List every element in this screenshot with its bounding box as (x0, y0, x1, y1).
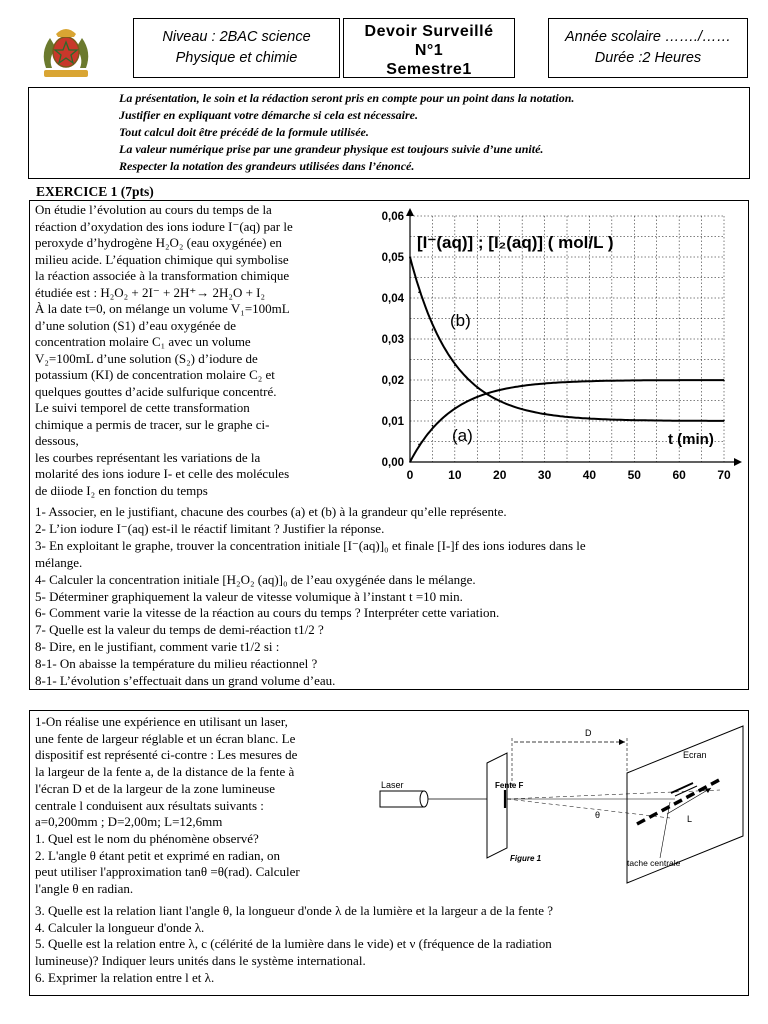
intro-line: concentration molaire C₁ avec un volume (35, 334, 251, 349)
exercise1-intro (35, 202, 375, 499)
point-b (454, 364, 456, 366)
point-a (633, 380, 635, 382)
exercise1-questions (35, 504, 745, 690)
y-tick-label: 0,01 (381, 416, 404, 428)
instruction-item: Respecter la notation des grandeurs utilisées dans l’énoncé. (119, 159, 415, 173)
header-level-box (133, 18, 340, 78)
slit-label: Fente F (495, 781, 524, 790)
intro-line: de diiode I₂ en fonction du temps (35, 482, 208, 498)
point-b (544, 412, 546, 414)
point-a (418, 444, 420, 446)
instruction-item: La présentation, le soin et la rédaction seront pris en compte pour un point dans la notation. (119, 91, 575, 105)
question-item: 6- Comment varie la vitesse de la réaction au cours du temps ? Interpréter cette variation. (35, 605, 500, 621)
instruction-item: La valeur numérique prise par une grandeur physique est toujours suivie d’une unité. (119, 142, 544, 156)
point-a (432, 425, 434, 427)
question-item: 8-1- L’évolution s’effectuait dans un grand volume d’eau. (35, 673, 336, 689)
question-item: 2- L’ion iodure I⁻(aq) est-il le réactif limitant ? Justifier la réponse. (35, 520, 385, 536)
point-b (633, 419, 635, 421)
x-tick-label: 30 (537, 468, 552, 482)
ex2-line: dispositif est représenté ci-contre : Les mesures de (35, 747, 298, 763)
point-b (418, 291, 420, 293)
ex2-line: 1-On réalise une expérience en utilisant un laser, (35, 714, 288, 729)
instructions-box (28, 87, 750, 179)
intro-line: dessous, (35, 433, 79, 448)
y-tick-label: 0,02 (381, 375, 404, 387)
chart-svg (362, 204, 746, 504)
ex2-question: 4. Calculer la longueur d'onde λ. (35, 919, 205, 935)
question-item: 1- Associer, en le justifiant, chacune des courbes (a) et (b) à la grandeur qu’elle représente. (35, 504, 507, 519)
header-year-box (548, 18, 748, 78)
point-a (589, 381, 591, 383)
ex2-question: 3. Quelle est la relation liant l'angle θ, la longueur d'onde λ de la lumière et la largeur a de la fente ? (35, 903, 553, 918)
ex2-line: 1. Quel est le nom du phénomène observé? (35, 830, 259, 846)
point-a (678, 380, 680, 382)
point-b (678, 419, 680, 421)
point-a (476, 396, 478, 398)
y-tick-label: 0,04 (381, 293, 404, 305)
x-tick-label: 10 (448, 468, 462, 482)
ex2-line: l'angle θ en radian. (35, 881, 134, 897)
curve-label-a: (a) (452, 426, 473, 445)
intro-line: peroxyde d’hydrogène H₂O₂ (eau oxygénée) en (35, 235, 282, 250)
concentration-chart (362, 204, 746, 504)
question-item: 8-1- On abaisse la température du milieu réactionnel ? (35, 656, 318, 672)
width-l-label: L (687, 814, 693, 824)
exercise2-questions (35, 903, 745, 987)
laser-label: Laser (381, 780, 404, 790)
x-axis-label: t (min) (668, 431, 714, 448)
point-a (409, 461, 411, 463)
ex2-question: 6. Exprimer la relation entre l et λ. (35, 969, 215, 985)
laser-icon (380, 791, 428, 807)
point-b (723, 420, 725, 422)
point-b (432, 329, 434, 331)
x-axis-arrow (734, 458, 742, 466)
x-tick-label: 60 (672, 468, 686, 482)
y-tick-label: 0,05 (381, 252, 404, 264)
point-a (544, 383, 546, 385)
exam-title: Devoir Surveillé (364, 23, 494, 40)
point-a (499, 389, 501, 391)
intro-line: Le suivi temporel de cette transformation (35, 400, 250, 415)
point-a (521, 385, 523, 387)
ex2-line: a=0,200mm ; D=2,00m; L=12,6mm (35, 814, 223, 830)
ex2-line: centrale l conduisent aux résultats suivants : (35, 797, 264, 813)
point-b (589, 417, 591, 419)
question-item: mélange. (35, 554, 83, 570)
school-year: Année scolaire ……./…… (564, 29, 731, 45)
ex2-line: une fente de largeur réglable et un écran blanc. Le (35, 730, 296, 746)
point-b (409, 256, 411, 258)
y-tick-label: 0,03 (381, 334, 404, 346)
ex2-line: 2. L'angle θ étant petit et exprimé en radian, on (35, 847, 281, 863)
intro-line: chimique a permis de tracer, sur le graphe ci- (35, 416, 270, 432)
exercise2-text (35, 714, 375, 898)
intro-line: d’une solution (S1) d’eau oxygénée de (35, 317, 237, 333)
ex2-line: peut utiliser l'approximation tanθ =θ(rad). Calculer (35, 864, 300, 880)
intro-line: À la date t=0, on mélange un volume V₁=100mL (35, 301, 290, 316)
figure-caption: Figure 1 (510, 854, 542, 863)
intro-line: les courbes représentant les variations de la (35, 449, 261, 465)
instruction-item: Justifier en expliquant votre démarche si cela est nécessaire. (119, 108, 418, 122)
question-item: 5- Déterminer graphiquement la valeur de vitesse volumique à l’instant t =10 min. (35, 588, 463, 604)
intro-line: étudiée est : H₂O₂ + 2I⁻ + 2H⁺→ 2H₂O + I₂ (35, 284, 266, 300)
intro-line: potassium (KI) de concentration molaire C₂ et (35, 367, 275, 382)
point-b (521, 408, 523, 410)
question-item: 8- Dire, en le justifiant, comment varie t1/2 si : (35, 639, 280, 655)
x-tick-label: 0 (406, 468, 414, 482)
subject-line: Physique et chimie (175, 50, 298, 66)
screen-label: Ecran (683, 750, 707, 760)
ex2-question: lumineuse)? Indiquer leurs unités dans le système international. (35, 953, 366, 969)
x-tick-label: 70 (717, 468, 731, 482)
diffraction-figure (375, 718, 745, 888)
intro-line: réaction d’oxydation des ions iodure I⁻(aq) par le (35, 218, 293, 234)
curve-label-b: (b) (450, 311, 471, 330)
y-axis-arrow (406, 208, 414, 216)
chart-title: [I⁻(aq)] ; [I₂(aq)] ( mol/L ) (417, 233, 614, 252)
point-a (723, 380, 725, 382)
x-tick-label: 50 (627, 468, 641, 482)
question-item: 4- Calculer la concentration initiale [H₂O₂ (aq)]₀ de l’eau oxygénée dans le mélange. (35, 571, 476, 587)
question-item: 7- Quelle est la valeur du temps de demi-réaction t1/2 ? (35, 622, 324, 638)
x-tick-label: 20 (493, 468, 507, 482)
point-b (499, 400, 501, 402)
ex2-line: l'écran D et de la largeur de la zone lumineuse (35, 780, 275, 796)
exercise1-title: EXERCICE 1 (7pts) (36, 184, 154, 199)
central-spot-label: tache centrale (627, 858, 681, 868)
intro-line: V₂=100mL d’une solution (S₂) d’iodure de (35, 350, 258, 366)
question-item: 3- En exploitant le graphe, trouver la concentration initiale [I⁻(aq)]₀ et finale [I-]f des ions iodures dans le (35, 537, 586, 553)
theta-label: θ (595, 810, 601, 820)
exam-duration: Durée :2 Heures (594, 50, 702, 66)
ex2-line: la largeur de la fente a, de la distance de la fente à (35, 764, 295, 780)
level-line: Niveau : 2BAC science (162, 29, 311, 45)
point-b (476, 387, 478, 389)
intro-line: milieu acide. L’équation chimique qui symbolise (35, 251, 289, 267)
distance-d-label: D (585, 728, 592, 738)
intro-line: la réaction associée à la transformation chimique (35, 268, 290, 283)
y-tick-label: 0,00 (381, 457, 404, 469)
intro-line: quelques gouttes d’acide sulfurique concentré. (35, 383, 277, 399)
instruction-item: Tout calcul doit être précédé de la formule utilisée. (119, 125, 369, 139)
exam-number: N°1 (414, 42, 444, 59)
x-tick-label: 40 (582, 468, 597, 482)
ex2-question: 5. Quelle est la relation entre λ, c (célérité de la lumière dans le vide) et ν (fréquence de la radiation (35, 936, 552, 952)
emblem-logo (36, 22, 96, 80)
y-tick-label: 0,06 (381, 211, 404, 223)
intro-line: On étudie l’évolution au cours du temps de la (35, 202, 272, 217)
header-title-box (343, 18, 515, 78)
point-a (454, 407, 456, 409)
exam-semester: Semestre1 (386, 61, 472, 78)
intro-line: molarité des ions iodure I- et celle des molécules (35, 466, 290, 481)
